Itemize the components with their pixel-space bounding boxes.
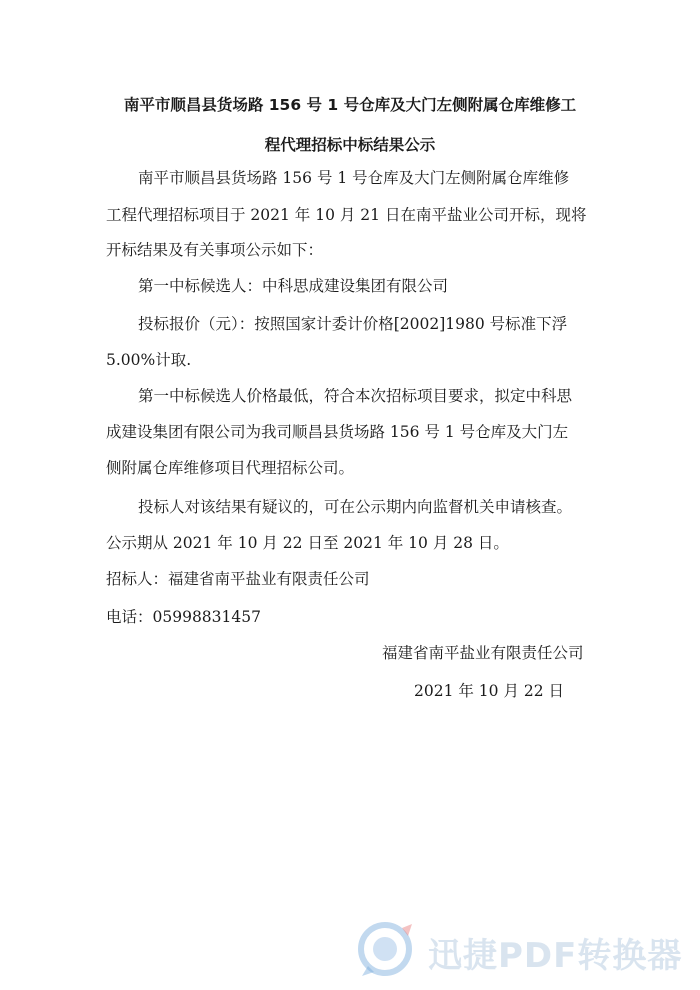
xunjie-pdf-logo-icon xyxy=(358,922,416,978)
signature-date: 2021 年 10 月 22 日 xyxy=(414,682,565,700)
bid-price-line-1: 投标报价（元）：按照国家计委计价格[2002]1980 号标准下浮 xyxy=(138,315,568,333)
bid-price-line-2: 5.00%计取. xyxy=(106,351,192,369)
document-title-line-2: 程代理招标中标结果公示 xyxy=(264,136,436,154)
tenderer-line: 招标人：福建省南平盐业有限责任公司 xyxy=(106,570,370,588)
paragraph-1-line-3: 开标结果及有关事项公示如下： xyxy=(106,241,324,259)
phone-line: 电话：05998831457 xyxy=(106,608,261,626)
paragraph-3-line-3: 侧附属仓库维修项目代理招标公司。 xyxy=(106,459,355,477)
document-title-line-1: 南平市顺昌县货场路 156 号 1 号仓库及大门左侧附属仓库维修工 xyxy=(123,96,577,114)
objection-line: 投标人对该结果有疑议的，可在公示期内向监督机关申请核查。 xyxy=(138,498,573,516)
candidate-line: 第一中标候选人：中科思成建设集团有限公司 xyxy=(138,277,449,295)
signature-organization: 福建省南平盐业有限责任公司 xyxy=(382,644,584,662)
paragraph-1-line-2: 工程代理招标项目于 2021 年 10 月 21 日在南平盐业公司开标，现将 xyxy=(106,206,587,224)
publicity-period-line: 公示期从 2021 年 10 月 22 日至 2021 年 10 月 28 日。 xyxy=(106,534,509,552)
paragraph-1-line-1: 南平市顺昌县货场路 156 号 1 号仓库及大门左侧附属仓库维修 xyxy=(138,169,570,187)
paragraph-3-line-1: 第一中标候选人价格最低，符合本次招标项目要求，拟定中科思 xyxy=(138,387,573,405)
watermark xyxy=(358,922,688,978)
watermark-text: 迅捷PDF转换器 xyxy=(428,936,683,976)
paragraph-3-line-2: 成建设集团有限公司为我司顺昌县货场路 156 号 1 号仓库及大门左 xyxy=(106,423,569,441)
